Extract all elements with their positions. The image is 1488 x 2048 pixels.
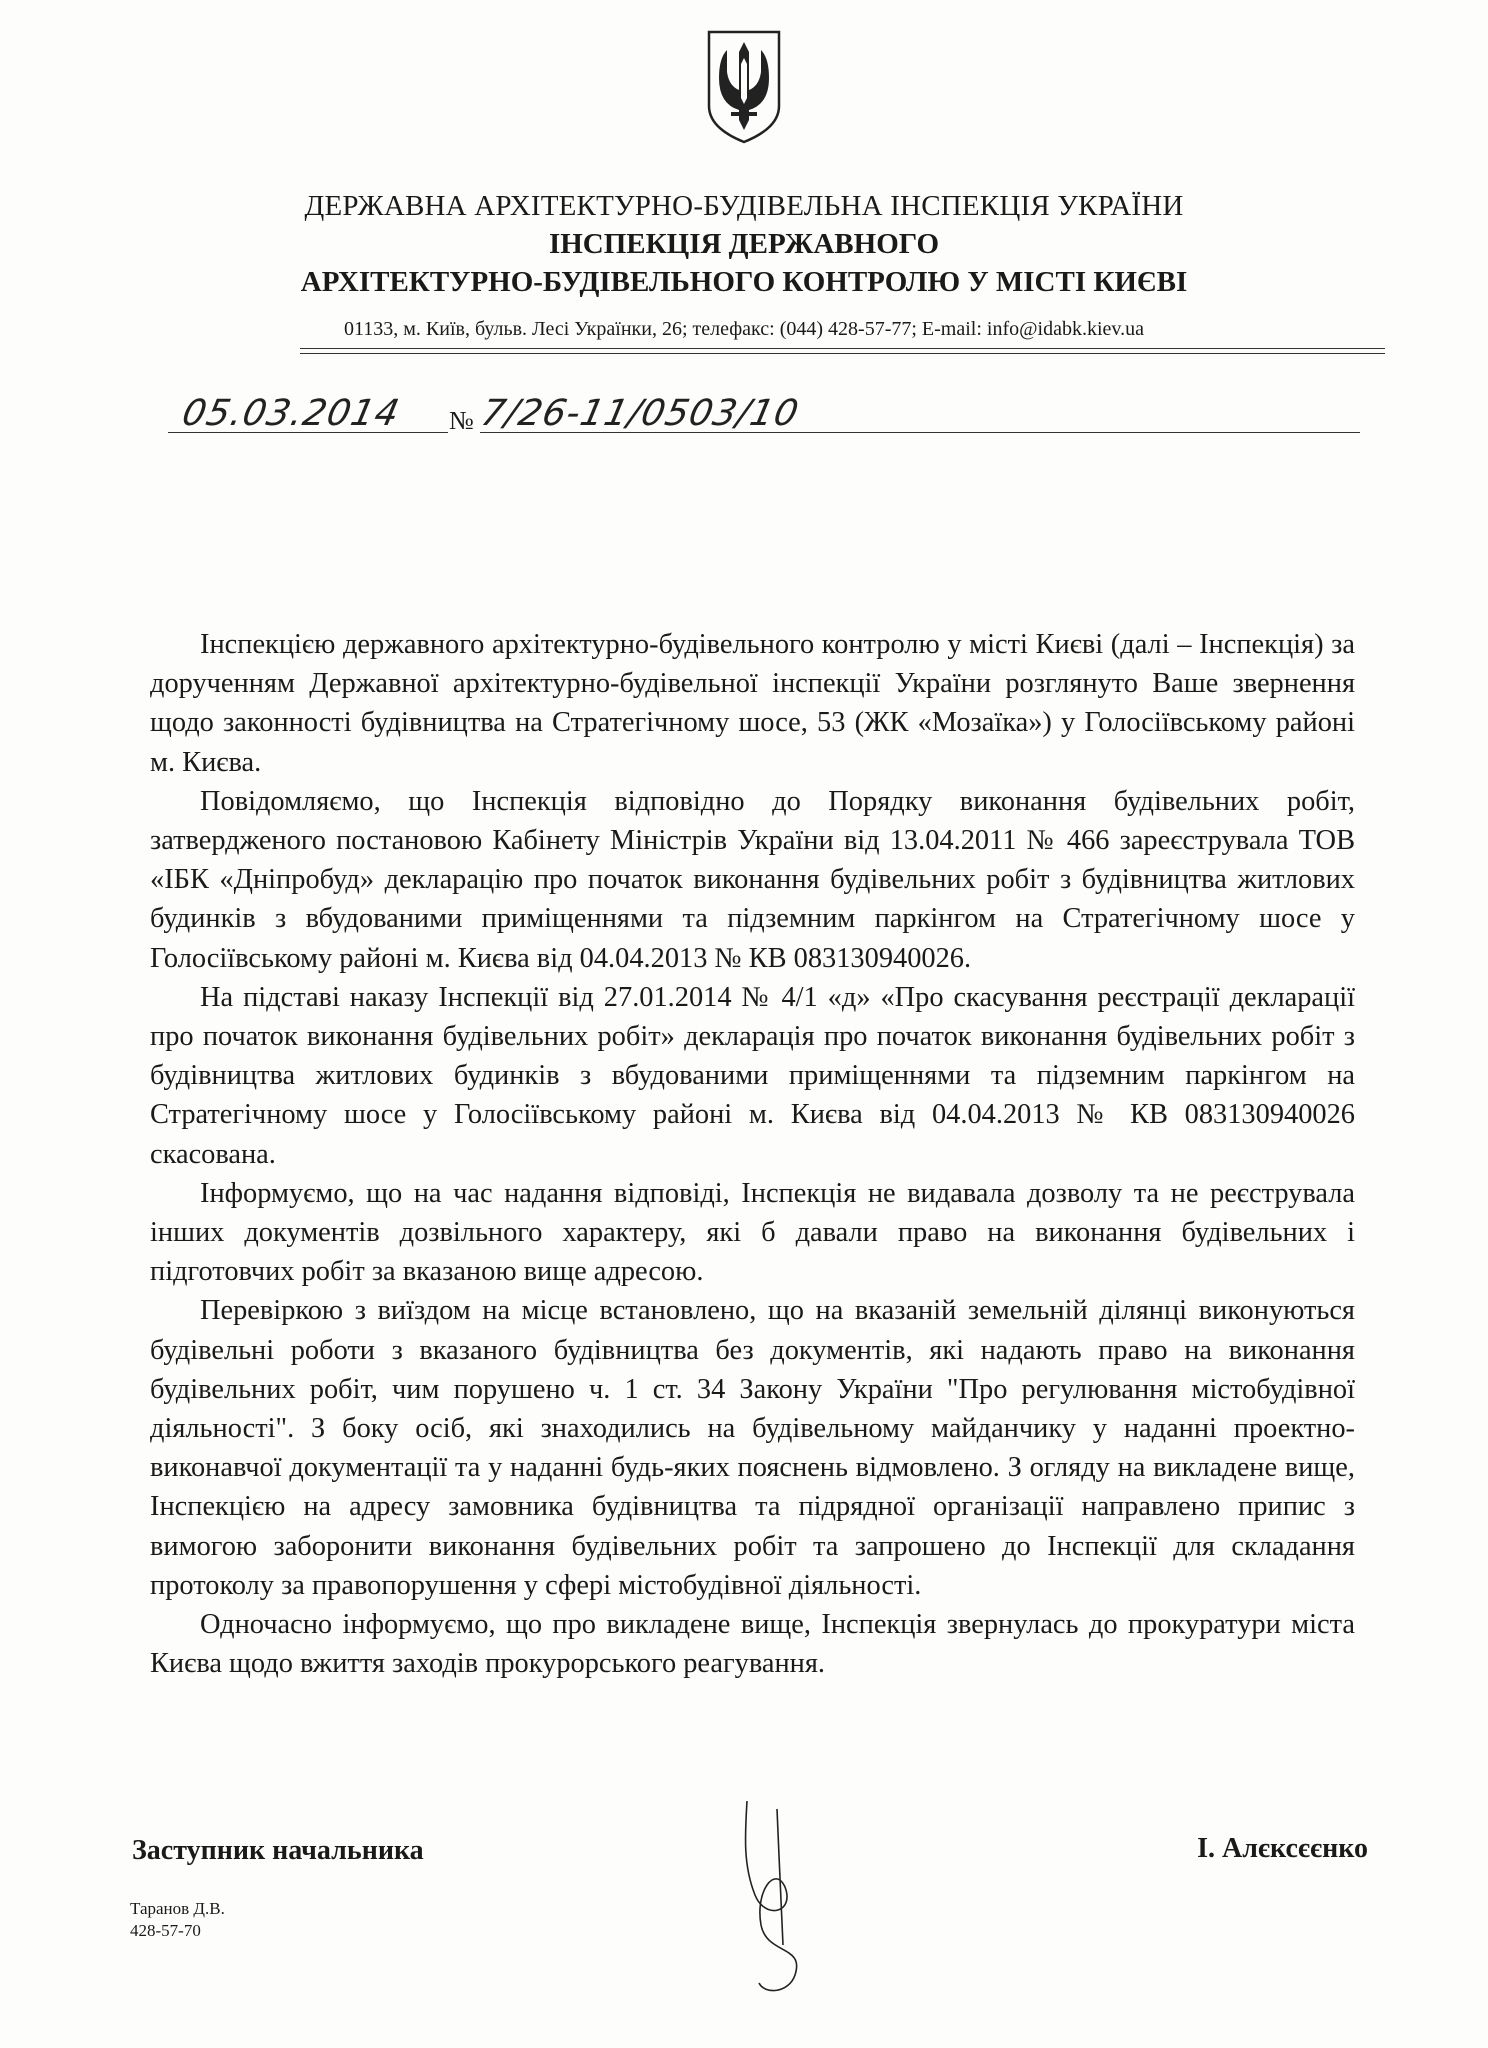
- contact-line: 01133, м. Київ, бульв. Лесі Українки, 26; телефакс: (044) 428-57-77; E-mail: info@idabk.kiev.ua: [344, 318, 1144, 340]
- registration-number: 7/26-11/0503/10: [477, 393, 803, 434]
- signatory-title: Заступник начальника: [132, 1835, 424, 1866]
- registration-date: 05.03.2014: [178, 393, 404, 434]
- paragraph-2: Повідомляємо, що Інспекція відповідно до Порядку виконання будівельних робіт, затвердженого постановою Кабінету Міністрів України від 13.04.2011 № 466 зареєструвала ТОВ «ІБК «Дніпробуд» декларацію про початок виконання будівельних робіт з будівництва житлових будинків з вбудованими приміщеннями та підземним паркінгом на Стратегічному шосе у Голосіївському районі м. Києва від 04.04.2013 № КВ 083130940026.: [150, 785, 1355, 974]
- number-sign: №: [449, 406, 474, 435]
- paragraph-3: На підставі наказу Інспекції від 27.01.2014 № 4/1 «д» «Про скасування реєстрації декларації про початок виконання будівельних робіт» декларація про початок виконання будівельних робіт з будівництва житлових будинків з вбудованими приміщеннями та підземним паркінгом на Стратегічному шосе у Голосіївському районі м. Києва від 04.04.2013 № КВ 083130940026 скасована.: [150, 981, 1355, 1170]
- executor-block: [130, 1898, 225, 1942]
- header-divider: [300, 348, 1385, 349]
- header-divider-thin: [300, 353, 1385, 354]
- handwritten-signature: [725, 1795, 835, 2005]
- paragraph-1: Інспекцією державного архітектурно-будівельного контролю у місті Києві (далі – Інспекція) за дорученням Державної архітектурно-будівельної інспекції України розглянуто Ваше звернення щодо законності будівництва на Стратегічному шосе, 53 (ЖК «Мозаїка») у Голосіївському районі м. Києва.: [150, 629, 1355, 778]
- coat-of-arms-emblem: [705, 28, 783, 146]
- signatory-name: І. Алєксєєнко: [1197, 1833, 1368, 1864]
- paragraph-5: Перевіркою з виїздом на місце встановлено, що на вказаній земельній ділянці виконуються будівельні роботи з вказаного будівництва без документів, які надають право на виконання будівельних робіт, чим порушено ч. 1 ст. 34 Закону України "Про регулювання містобудівної діяльності". З боку осіб, які знаходились на будівельному майданчику у наданні проектно-виконавчої документації та у наданні будь-яких пояснень відмовлено. З огляду на викладене вище, Інспекцією на адресу замовника будівництва та підрядної організації направлено припис з вимогою заборонити виконання будівельних робіт та запрошено до Інспекції для складання протоколу за правопорушення у сфері містобудівної діяльності.: [150, 1295, 1355, 1601]
- paragraph-4: Інформуємо, що на час надання відповіді, Інспекція не видавала дозволу та не реєструвала інших документів дозвільного характеру, які б давали право на виконання будівельних і підготовчих робіт за вказаною вище адресою.: [150, 1177, 1355, 1288]
- paragraph-6: Одночасно інформуємо, що про викладене вище, Інспекція звернулась до прокуратури міста Києва щодо вжиття заходів прокурорського реагування.: [150, 1609, 1355, 1680]
- date-underline: [168, 432, 448, 433]
- ministry-name: ДЕРЖАВНА АРХІТЕКТУРНО-БУДІВЕЛЬНА ІНСПЕКЦІЯ УКРАЇНИ: [304, 190, 1184, 222]
- executor-name: Таранов Д.В.: [130, 1899, 225, 1918]
- inspection-name-line1: ІНСПЕКЦІЯ ДЕРЖАВНОГО: [548, 228, 940, 260]
- inspection-name-line2: АРХІТЕКТУРНО-БУДІВЕЛЬНОГО КОНТРОЛЮ У МІСТІ КИЄВІ: [300, 266, 1188, 298]
- executor-phone: 428-57-70: [130, 1921, 201, 1940]
- letter-body: [150, 625, 1355, 1683]
- number-underline: [480, 432, 1360, 433]
